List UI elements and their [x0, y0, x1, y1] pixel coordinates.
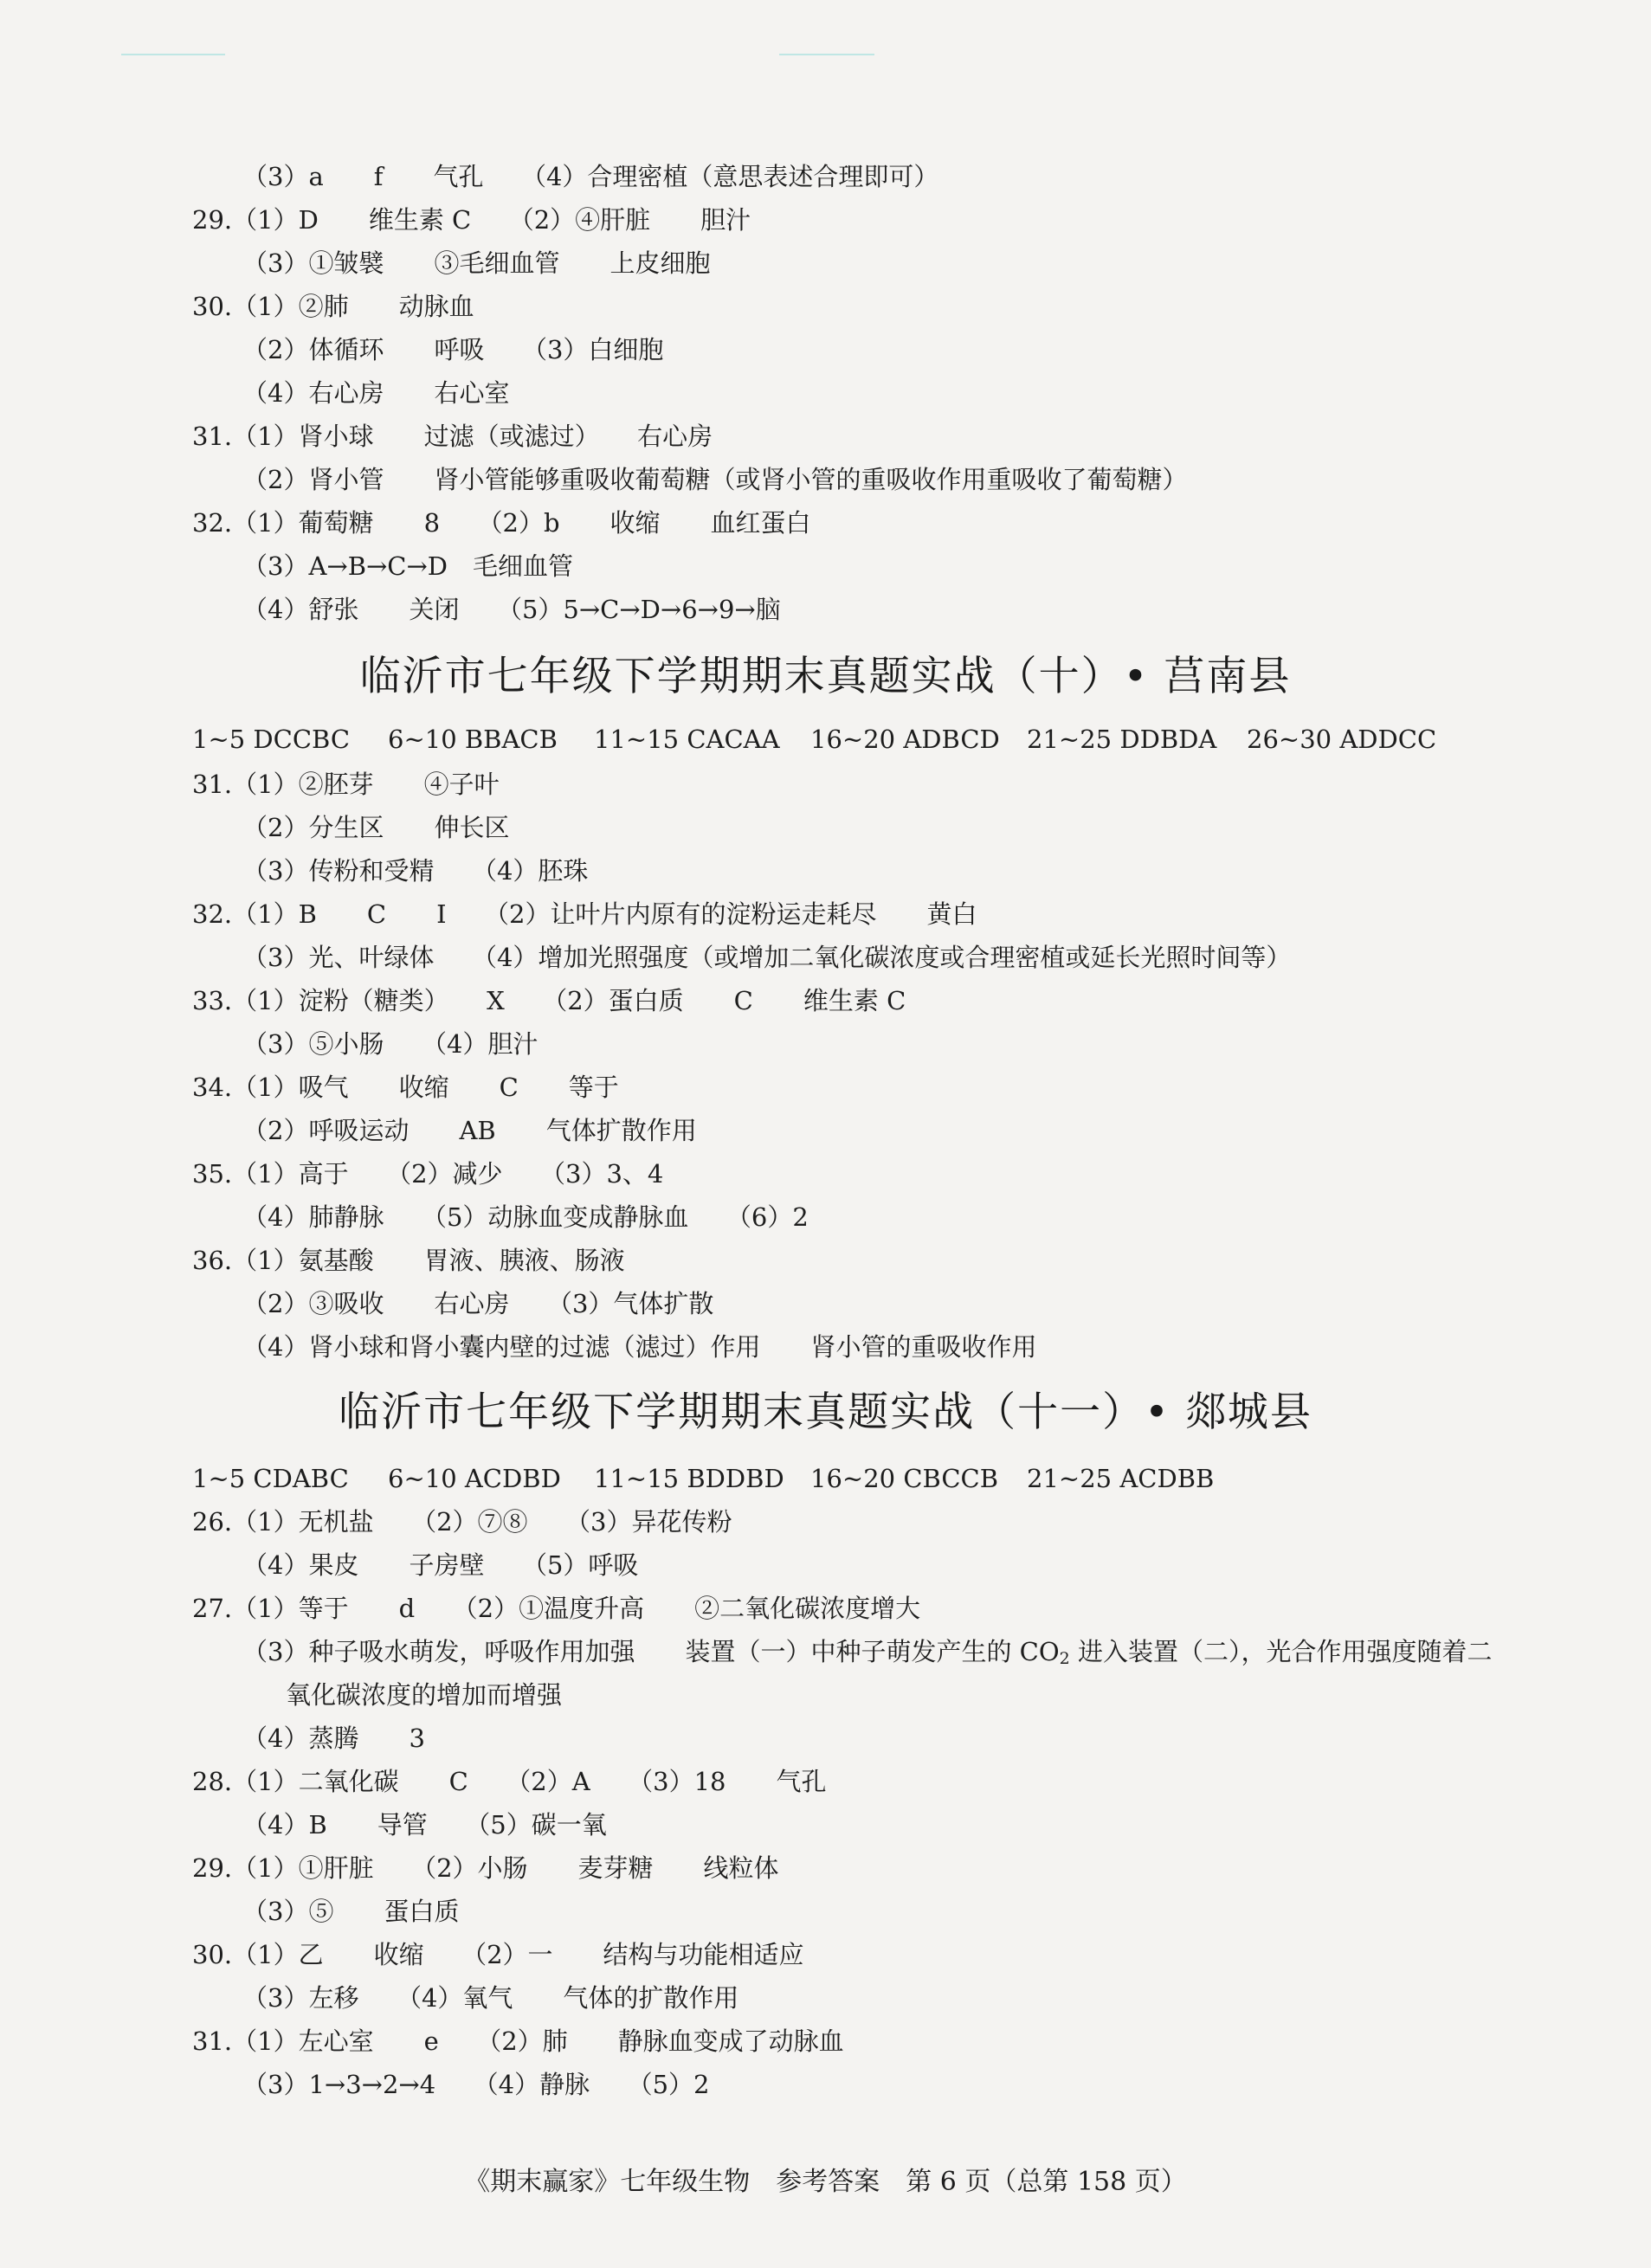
- mc-answer: 6~10 ACDBD: [388, 1464, 561, 1493]
- answer-line: [242, 1636, 1492, 1667]
- answer-line: 36.（1）氨基酸 胃液、胰液、肠液: [192, 1246, 625, 1275]
- answer-line: 30.（1）乙 收缩 （2）一 结构与功能相适应: [192, 1940, 804, 1969]
- answer-line: （3）①皱襞 ③毛细血管 上皮细胞: [242, 248, 711, 278]
- answer-line: 30.（1）②肺 动脉血: [192, 292, 474, 321]
- mc-answer: 16~20 ADBCD: [810, 725, 1000, 754]
- section-title: 临沂市七年级下学期期末真题实战（十一）• 郯城县: [339, 1389, 1312, 1436]
- answer-line: （2）肾小管 肾小管能够重吸收葡萄糖（或肾小管的重吸收作用重吸收了葡萄糖）: [242, 465, 1188, 494]
- answer-line: （3）传粉和受精 （4）胚珠: [242, 856, 589, 886]
- answer-line: 31.（1）肾小球 过滤（或滤过） 右心房: [192, 422, 713, 451]
- multiple-choice-row: [0, 1463, 1651, 1494]
- answer-line: （3）光、叶绿体 （4）增加光照强度（或增加二氧化碳浓度或合理密植或延长光照时间等）: [242, 943, 1292, 972]
- answer-line: （4）蒸腾 3: [242, 1724, 425, 1753]
- answer-line: （4）肾小球和肾小囊内壁的过滤（滤过）作用 肾小管的重吸收作用: [242, 1332, 1037, 1362]
- answer-line: （3）A→B→C→D 毛细血管: [242, 551, 574, 581]
- answer-line: 31.（1）左心室 e （2）肺 静脉血变成了动脉血: [192, 2026, 844, 2056]
- answer-line: （3）⑤ 蛋白质: [242, 1897, 460, 1926]
- answer-line: （4）肺静脉 （5）动脉血变成静脉血 （6）2: [242, 1202, 809, 1232]
- answer-line: （2）分生区 伸长区: [242, 813, 510, 842]
- answer-line: （3）⑤小肠 （4）胆汁: [242, 1029, 539, 1059]
- answer-line: （2）③吸收 右心房 （3）气体扩散: [242, 1289, 714, 1318]
- section-title: 临沂市七年级下学期期末真题实战（十）• 莒南县: [359, 653, 1292, 700]
- answer-line: （3）a f 气孔 （4）合理密植（意思表述合理即可）: [242, 162, 939, 191]
- mc-answer: 1~5 CDABC: [192, 1464, 349, 1493]
- answer-line: （4）B 导管 （5）碳一氧: [242, 1810, 607, 1840]
- answer-line: 29.（1）①肝脏 （2）小肠 麦芽糖 线粒体: [192, 1853, 779, 1883]
- answer-line: 34.（1）吸气 收缩 C 等于: [192, 1073, 619, 1102]
- scan-mark: [779, 54, 874, 55]
- page-footer: 《期末赢家》七年级生物 参考答案 第 6 页（总第 158 页）: [464, 2167, 1187, 2197]
- mc-answer: 26~30 ADDCC: [1247, 725, 1437, 754]
- mc-answer: 21~25 ACDBB: [1027, 1464, 1215, 1493]
- answer-line: （4）舒张 关闭 （5）5→C→D→6→9→脑: [242, 595, 781, 624]
- answer-line: 29.（1）D 维生素 C （2）④肝脏 胆汁: [192, 205, 751, 235]
- answer-line: 31.（1）②胚芽 ④子叶: [192, 770, 500, 799]
- mc-answer: 11~15 BDDBD: [594, 1464, 784, 1493]
- answer-line: （4）果皮 子房壁 （5）呼吸: [242, 1550, 639, 1580]
- multiple-choice-row: [0, 724, 1651, 755]
- answer-text: （3）种子吸水萌发，呼吸作用加强 装置（一）中种子萌发产生的 CO: [242, 1637, 1060, 1666]
- answer-line: 氧化碳浓度的增加而增强: [286, 1680, 563, 1710]
- answer-text: 进入装置（二），光合作用强度随着二: [1069, 1637, 1493, 1666]
- mc-answer: 21~25 DDBDA: [1027, 725, 1217, 754]
- answer-line: 27.（1）等于 d （2）①温度升高 ②二氧化碳浓度增大: [192, 1594, 921, 1623]
- answer-line: （3）左移 （4）氧气 气体的扩散作用: [242, 1983, 739, 2013]
- subscript: 2: [1059, 1649, 1070, 1668]
- mc-answer: 11~15 CACAA: [594, 725, 780, 754]
- mc-answer: 6~10 BBACB: [388, 725, 558, 754]
- mc-answer: 1~5 DCCBC: [192, 725, 351, 754]
- answer-line: （4）右心房 右心室: [242, 378, 510, 408]
- answer-line: （2）体循环 呼吸 （3）白细胞: [242, 335, 664, 364]
- mc-answer: 16~20 CBCCB: [810, 1464, 999, 1493]
- answer-line: （3）1→3→2→4 （4）静脉 （5）2: [242, 2070, 710, 2099]
- answer-line: 26.（1）无机盐 （2）⑦⑧ （3）异花传粉: [192, 1507, 732, 1537]
- answer-line: 28.（1）二氧化碳 C （2）A （3）18 气孔: [192, 1767, 827, 1796]
- answer-line: 35.（1）高于 （2）减少 （3）3、4: [192, 1159, 664, 1189]
- answer-line: 32.（1）B C I （2）让叶片内原有的淀粉运走耗尽 黄白: [192, 899, 977, 929]
- answer-line: 32.（1）葡萄糖 8 （2）b 收缩 血红蛋白: [192, 508, 811, 538]
- answer-line: （2）呼吸运动 AB 气体扩散作用: [242, 1116, 697, 1145]
- scan-mark: [121, 54, 225, 55]
- answer-line: 33.（1）淀粉（糖类） X （2）蛋白质 C 维生素 C: [192, 986, 906, 1015]
